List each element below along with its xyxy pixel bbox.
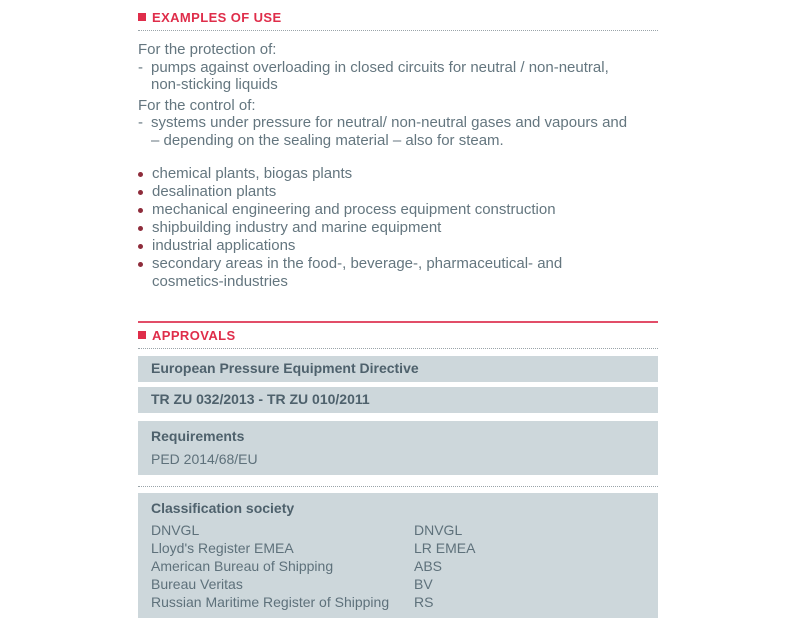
text-line: mechanical engineering and process equipment construction: [152, 201, 556, 218]
text-line: pumps against overloading in closed circuits for neutral / non-neutral,: [151, 58, 609, 76]
text-line: – depending on the sealing material – also for steam.: [151, 131, 504, 149]
intro-text: For the control of:: [138, 96, 256, 114]
bullet-dot-icon: [138, 226, 143, 231]
directive-box: [138, 356, 658, 382]
requirements-value: PED 2014/68/EU: [151, 451, 258, 467]
list-item: [138, 183, 658, 201]
control-paragraph: [138, 97, 658, 150]
text-line: chemical plants, biogas plants: [152, 165, 353, 182]
table-row: [151, 557, 645, 575]
society-name: DNVGL: [151, 522, 200, 538]
society-abbr: BV: [414, 576, 433, 592]
bullet-dot-icon: [138, 172, 143, 177]
list-item-text: [152, 201, 556, 219]
section-separator-line: [138, 321, 658, 323]
text-line: secondary areas in the food-, beverage-, pharmaceutical- and: [152, 255, 563, 272]
classification-table: [151, 521, 645, 611]
page-content: [138, 0, 658, 618]
society-name: American Bureau of Shipping: [151, 558, 334, 574]
dash-bullet: -: [138, 114, 143, 131]
bullet-dot-icon: [138, 262, 143, 267]
intro-text: For the protection of:: [138, 41, 277, 58]
list-item: [138, 59, 658, 94]
text-line: industrial applications: [152, 237, 296, 254]
tr-zu-box: [138, 387, 658, 413]
text-line: systems under pressure for neutral/ non-neutral gases and vapours and: [151, 114, 628, 131]
box-title: Requirements: [151, 428, 245, 444]
text-line: shipbuilding industry and marine equipment: [152, 219, 442, 236]
society-abbr: DNVGL: [414, 522, 463, 538]
society-name: Bureau Veritas: [151, 576, 243, 592]
requirements-box: [138, 421, 658, 475]
table-row: [151, 521, 645, 539]
section-marker-square-icon: [138, 13, 146, 21]
dotted-divider: [138, 486, 658, 487]
examples-of-use-header: [138, 10, 658, 24]
list-item-text: [152, 219, 441, 237]
list-item: [138, 201, 658, 219]
dash-bullet: -: [138, 58, 143, 76]
society-name: Lloyd's Register EMEA: [151, 540, 294, 556]
protection-paragraph: [138, 41, 658, 94]
list-item: [138, 114, 658, 149]
section-title: EXAMPLES OF USE: [152, 9, 282, 25]
bullet-dot-icon: [138, 244, 143, 249]
dotted-divider: [138, 348, 658, 349]
list-item-text: [151, 59, 609, 94]
list-item: [138, 219, 658, 237]
text-line: desalination plants: [152, 183, 277, 200]
table-row: [151, 575, 645, 593]
table-row: [151, 539, 645, 557]
box-title: Classification society: [151, 500, 295, 516]
bullet-dot-icon: [138, 208, 143, 213]
text-line: cosmetics-industries: [152, 273, 288, 290]
applications-bullet-list: [138, 165, 658, 291]
box-title: European Pressure Equipment Directive: [151, 360, 419, 376]
section-title: APPROVALS: [152, 327, 236, 343]
text-line: non-sticking liquids: [151, 76, 278, 93]
list-item: [138, 237, 658, 255]
society-abbr: ABS: [414, 558, 443, 574]
list-item: [138, 255, 658, 291]
list-item-text: [151, 114, 627, 149]
list-item-text: [152, 237, 295, 255]
list-item-text: [152, 183, 276, 201]
section-marker-square-icon: [138, 331, 146, 339]
society-name: Russian Maritime Register of Shipping: [151, 594, 390, 610]
classification-society-box: [138, 493, 658, 618]
bullet-dot-icon: [138, 190, 143, 195]
box-title: TR ZU 032/2013 - TR ZU 010/2011: [151, 391, 370, 407]
list-item: [138, 165, 658, 183]
society-abbr: RS: [414, 594, 434, 610]
list-item-text: [152, 255, 562, 291]
list-item-text: [152, 165, 352, 183]
table-row: [151, 593, 645, 611]
society-abbr: LR EMEA: [414, 540, 476, 556]
approvals-header: [138, 328, 658, 342]
dotted-divider: [138, 30, 658, 31]
